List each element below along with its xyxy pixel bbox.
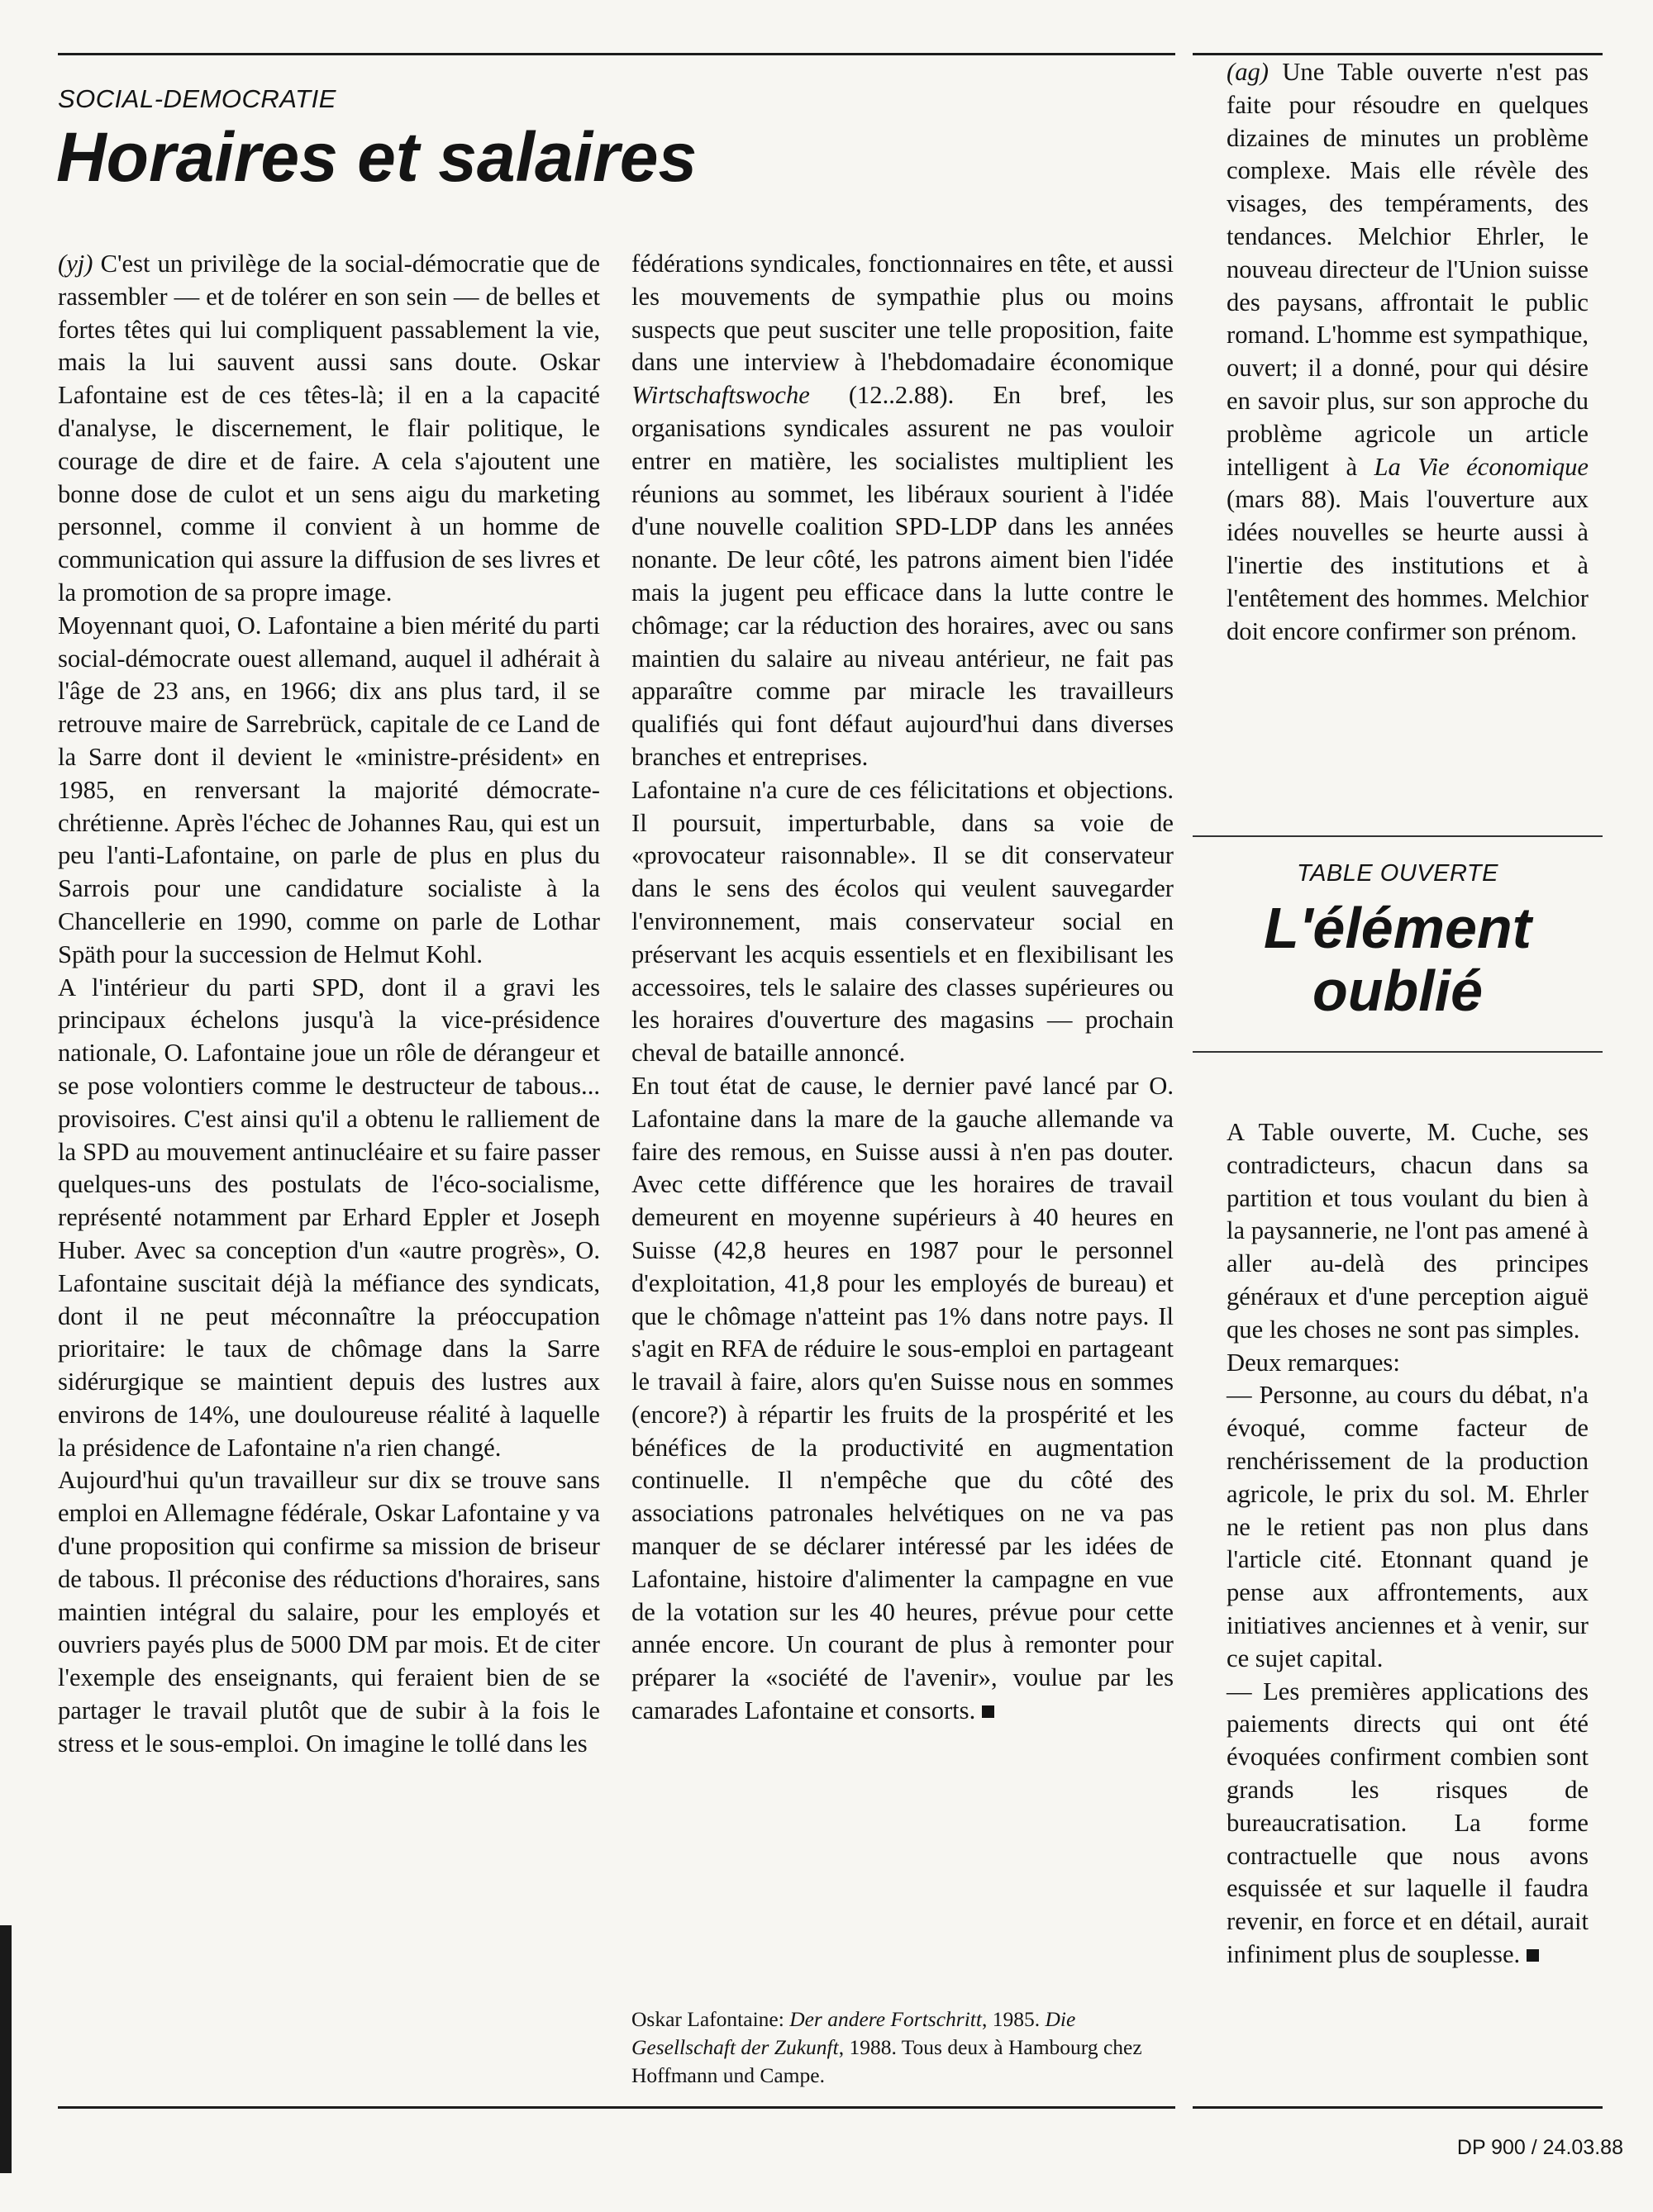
sidebar-kicker: TABLE OUVERTE [1297,860,1498,887]
sidebar-title-line-2: oublié [1312,958,1484,1023]
paragraph-text: Une Table ouverte n'est pas faite pour résoudre en quelques dizaines de minutes un problème complexe. Mais elle révèle des visages, des tempéraments, des tendances. Melchior Ehrler, le nouveau directeur de l'Union suisse des paysans, affrontait le public romand. L'homme est sympathique, ouvert; il a donné, pour qui désire en savoir plus, sur son approche du problème agricole un article intelligent à [1227,58,1589,481]
paragraph-text: — Les premières applications des paiements directs qui ont été évoquées confirment combien sont grands les risques de bureaucratisation. La forme contractuelle que nous avons esquissée et sur laquelle il faudra revenir, en force et en détail, aurait infiniment plus de souplesse. [1227,1677,1589,1968]
paragraph: — Personne, au cours du débat, n'a évoqué, comme facteur de renchérissement de la production agricole, le prix du sol. M. Ehrler ne le retient pas non plus dans l'article cité. Etonnant quand je pense aux affrontements, aux initiatives anciennes et à venir, sur ce sujet capital. [1227,1381,1589,1672]
book-reference [631,2005,1174,2090]
paragraph [58,610,600,972]
top-rule-sidebar [1193,53,1603,55]
paragraph-text: (mars 88). Mais l'ouverture aux idées nouvelles se heurte aussi à l'inertie des institutions et à l'entêtement des hommes. Melchior doit encore confirmer son prénom. [1227,485,1589,645]
end-of-article-mark [982,1705,994,1718]
article-title: Horaires et salaires [56,118,698,196]
bottom-rule-main [58,2106,1175,2109]
publication-name: Wirtschaftswoche [631,381,810,410]
sidebar-rule-upper [1193,835,1603,837]
paragraph [1227,56,1589,648]
sidebar-title-line-1: L'élément [1264,896,1532,960]
article-column-2 [631,248,1174,1728]
paragraph-text: Aujourd'hui qu'un travailleur sur dix se trouve sans emploi en Allemagne fédérale, Oskar Lafontaine y va d'une proposition qui confirme sa mission de briseur de tabous. Il préconise des réductions d'horaires, sans maintien intégral du salaire, pour les employés et ouvriers payés plus de 5000 DM par mois. Et de citer l'exemple des enseignants, qui feraient bien de se partager le travail plutôt que de subir à la fois le stress et le sous-emploi. On imagine le tollé dans les [58,1466,600,1758]
paragraph-text: fédérations syndicales, fonctionnaires en tête, et aussi les mouvements de sympathie plus ou moins suspects que peut susciter une telle proposition, faite dans une interview à l'hebdomadaire économique [631,250,1174,377]
reference-author: Oskar Lafontaine: [631,2007,790,2031]
paragraph-text: Lafontaine n'a cure de ces félicitations et objections. Il poursuit, imperturbable, dans sa voie de «provocateur raisonnable». Il se dit conservateur dans le sens des écolos qui veulent sauvegarder l'environnement, mais conservateur social en préservant les acquis essentiels et en flexibilisant les accessoires, tels le salaire des classes supérieures ou les horaires d'ouverture des magasins — prochain cheval de bataille annoncé. [631,775,1174,1068]
paragraph-text: (12..2.88). En bref, les organisations syndicales assurent ne pas vouloir entrer en matière, les socialistes multiplient les réunions au sommet, les libéraux sourient à l'idée d'une nouvelle coalition SPD-LDP dans les années nonante. De leur côté, les patrons aiment bien l'idée mais la jugent peu efficace dans la lutte contre le chômage; car la réduction des horaires, avec ou sans maintien du salaire au niveau antérieur, ne fait pas apparaître comme par miracle les travailleurs qualifiés qui font défaut aujourd'hui dans diverses branches et entreprises. [631,381,1174,771]
paragraph-text: Moyennant quoi, O. Lafontaine a bien mérité du parti social-démocrate ouest allemand, auquel il adhérait à l'âge de 23 ans, en 1966; dix ans plus tard, il se retrouve maire de Sarrebrück, capitale de ce Land de la Sarre dont il devient le «ministre-président» en 1985, en renversant la majorité démocrate-chrétienne. Après l'échec de Johannes Rau, qui est un peu l'anti-Lafontaine, on parle de plus en plus du Sarrois pour une candidature socialiste à la Chancellerie en 1990, comme on parle de Lothar Späth pour la succession de Helmut Kohl. [58,611,600,968]
publication-name: La Vie économique [1374,452,1589,481]
reference-book-title: Die Gesellschaft der Zukunft [631,2007,1076,2059]
sidebar-intro [1227,56,1589,648]
left-margin-mark [0,1925,12,2173]
top-rule-main [58,53,1175,55]
paragraph [1227,1676,1589,1972]
paragraph: Deux remarques: [1227,1348,1400,1377]
sidebar-rule-lower [1193,1051,1603,1053]
article-column-1 [58,248,600,1761]
paragraph-text: A l'intérieur du parti SPD, dont il a gravi les principaux échelons jusqu'à la vice-présidence nationale, O. Lafontaine joue un rôle de dérangeur et se pose volontiers comme le destructeur de tabous... provisoires. C'est ainsi qu'il a obtenu le ralliement de la SPD au mouvement antinucléaire et su faire passer quelques-uns des postulats de l'éco-socialisme, représenté notamment par Erhard Eppler et Joseph Huber. Avec sa conception d'un «autre progrès», O. Lafontaine suscitait déjà la méfiance des syndicats, dont il ne peut méconnaître la préoccupation prioritaire: le taux de chômage dans la Sarre sidérurgique se maintient depuis des lustres aux environs de 14%, une douloureuse réalité à laquelle la présidence de Lafontaine n'a rien changé. [58,973,600,1462]
page-folio: DP 900 / 24.03.88 [1456,2136,1623,2159]
paragraph [58,248,600,610]
sidebar-title [1193,897,1603,1022]
paragraph [631,774,1174,1070]
end-of-article-mark [1527,1949,1539,1962]
paragraph [58,1464,600,1760]
paragraph [631,1070,1174,1728]
paragraph-text: En tout état de cause, le dernier pavé lancé par O. Lafontaine dans la mare de la gauche allemande va faire des remous, en Suisse aussi à n'en pas douter. Avec cette différence que les horaires de travail demeurent en moyenne supérieurs à 40 heures en Suisse (42,8 heures en 1987 pour le personnel d'exploitation, 41,8 pour les employés de bureau) et que le chômage n'atteint pas 1% dans notre pays. Il s'agit en RFA de réduire le sous-emploi en partageant le travail à faire, alors qu'en Suisse nous en sommes (encore?) à répartir les fruits de la prospérité et les bénéfices de la productivité en augmentation continuelle. Il n'empêche que du côté des associations patronales helvétiques on ne va pas manquer de se déclarer intéressé par les idées de Lafontaine, histoire d'alimenter la campagne en vue de la votation sur les 40 heures, prévue pour cette année encore. Un courant de plus à remonter pour préparer la «société de l'avenir», voulue par les camarades Lafontaine et consorts. [631,1071,1174,1725]
paragraph: A Table ouverte, M. Cuche, ses contradicteurs, chacun dans sa partition et tous voulant du bien à la paysannerie, ne l'ont pas amené à aller au-delà des principes généraux et d'une perception aiguë que les choses ne sont pas simples. [1227,1118,1589,1344]
reference-details: , 1988. Tous deux à Hambourg chez Hoffmann und Campe. [631,2035,1142,2087]
reference-year: , 1985. [981,2007,1041,2031]
paragraph [631,248,1174,774]
sidebar-body [1227,1116,1589,1972]
paragraph [58,972,600,1465]
paragraph-text: C'est un privilège de la social-démocratie que de rassembler — et de tolérer en son sein — de belles et fortes têtes qui lui compliquent passablement la vie, mais la lui sauvent aussi sans doute. Oskar Lafontaine est de ces têtes-là; il en a la capacité d'analyse, le discernement, le flair politique, le courage de dire et de faire. A cela s'ajoutent une bonne dose de culot et un sens aigu du marketing personnel, comme il convient à un homme de communication qui assure la diffusion de ses livres et la promotion de sa propre image. [58,250,600,607]
reference-book-title: Der andere Fortschritt [789,2007,982,2031]
article-kicker: SOCIAL-DEMOCRATIE [58,84,336,113]
author-initials: (ag) [1227,58,1269,86]
author-initials: (yj) [58,250,93,278]
bottom-rule-sidebar [1193,2106,1603,2109]
